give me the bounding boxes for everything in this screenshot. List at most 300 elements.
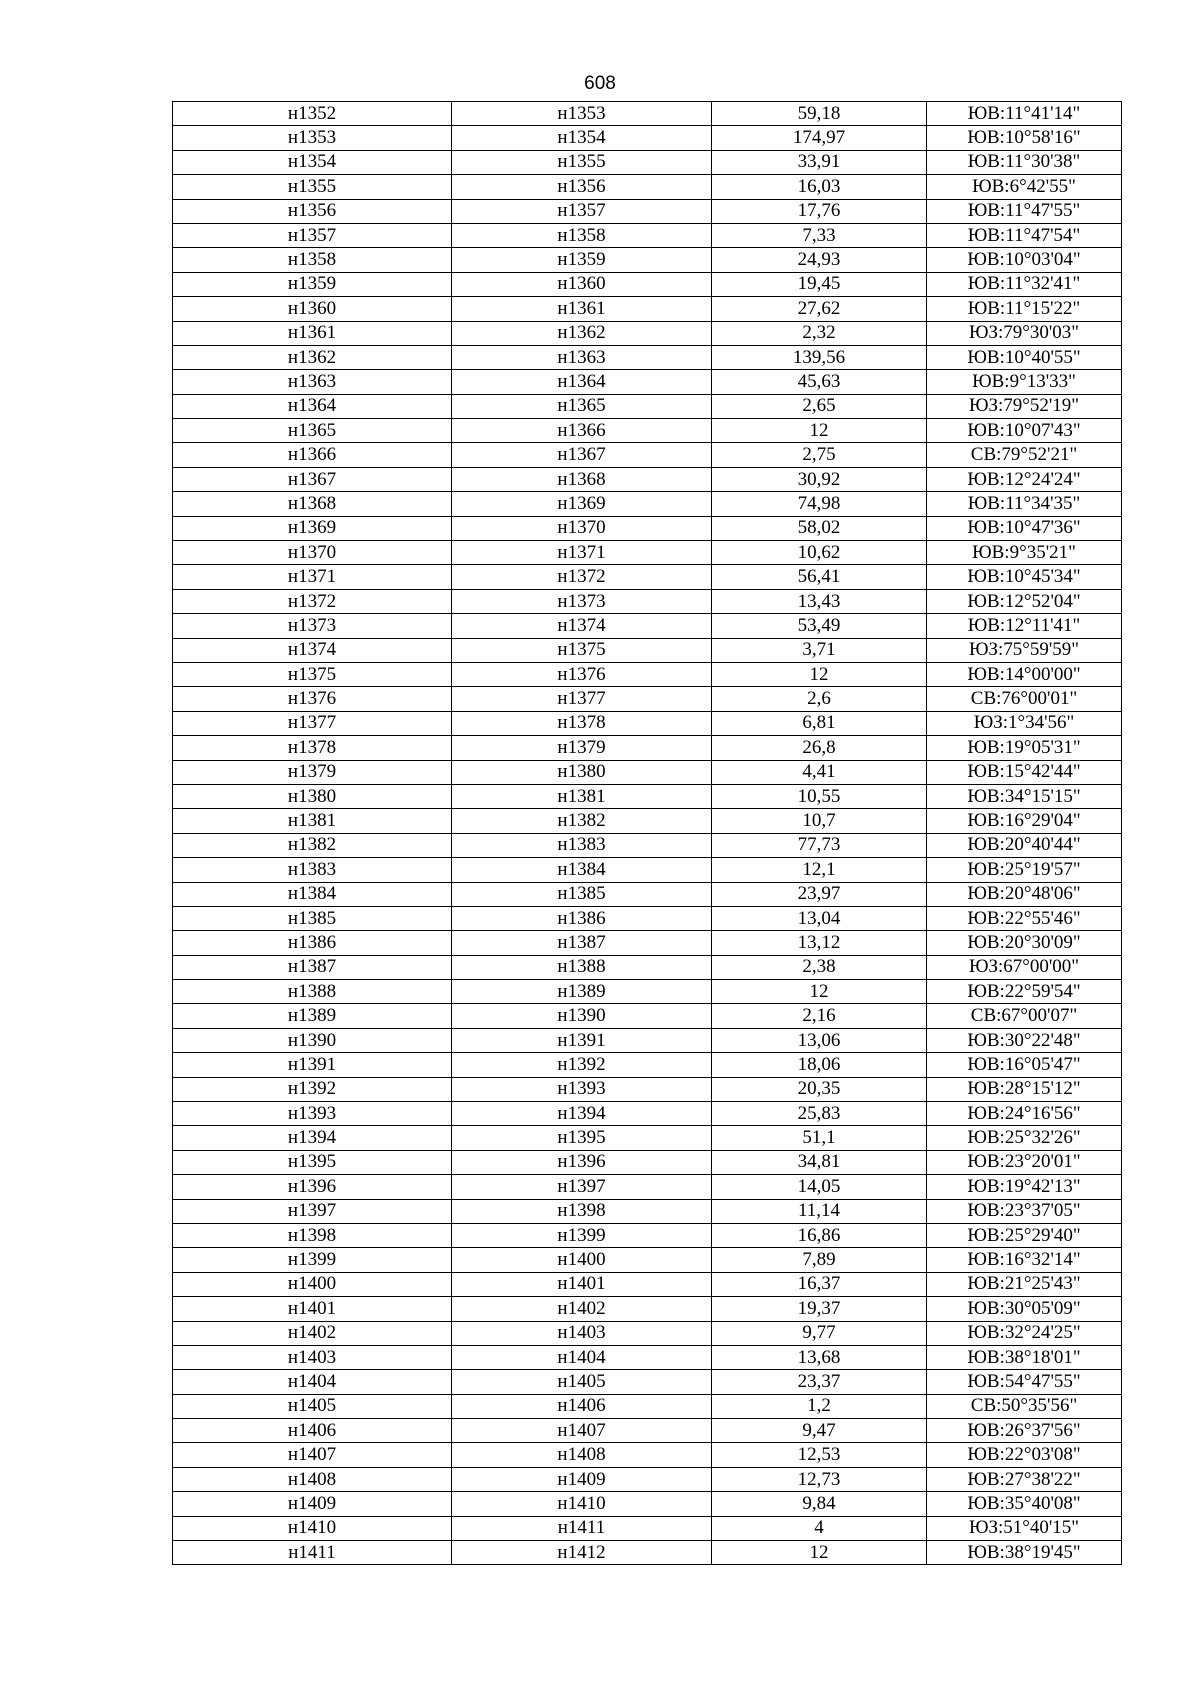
end-point-cell: н1362: [452, 321, 712, 345]
table-row: [173, 297, 1122, 321]
bearing-cell: ЮВ:22°59'54": [927, 980, 1122, 1004]
table-row: [173, 1272, 1122, 1296]
table-row: [173, 1419, 1122, 1443]
table-row: [173, 858, 1122, 882]
table-row: [173, 199, 1122, 223]
table-row: [173, 467, 1122, 491]
distance-cell: 23,37: [712, 1370, 927, 1394]
table-row: [173, 1077, 1122, 1101]
bearing-cell: ЮВ:6°42'55": [927, 175, 1122, 199]
distance-cell: 27,62: [712, 297, 927, 321]
end-point-cell: н1358: [452, 223, 712, 247]
end-point-cell: н1411: [452, 1516, 712, 1540]
table-row: [173, 1223, 1122, 1247]
table-row: [173, 565, 1122, 589]
distance-cell: 2,6: [712, 687, 927, 711]
distance-cell: 11,14: [712, 1199, 927, 1223]
distance-cell: 51,1: [712, 1126, 927, 1150]
start-point-cell: н1400: [173, 1272, 452, 1296]
start-point-cell: н1372: [173, 589, 452, 613]
end-point-cell: н1407: [452, 1419, 712, 1443]
end-point-cell: н1396: [452, 1150, 712, 1174]
bearing-cell: ЮВ:21°25'43": [927, 1272, 1122, 1296]
distance-cell: 12: [712, 1541, 927, 1565]
distance-cell: 58,02: [712, 516, 927, 540]
start-point-cell: н1410: [173, 1516, 452, 1540]
bearing-cell: ЮВ:23°20'01": [927, 1150, 1122, 1174]
table-row: [173, 1053, 1122, 1077]
bearing-cell: ЮВ:23°37'05": [927, 1199, 1122, 1223]
bearing-cell: ЮВ:20°30'09": [927, 931, 1122, 955]
table-row: [173, 784, 1122, 808]
start-point-cell: н1389: [173, 1004, 452, 1028]
distance-cell: 13,12: [712, 931, 927, 955]
table-row: [173, 126, 1122, 150]
bearing-cell: ЮВ:12°11'41": [927, 614, 1122, 638]
end-point-cell: н1399: [452, 1223, 712, 1247]
table-row: [173, 1199, 1122, 1223]
bearing-cell: СВ:67°00'07": [927, 1004, 1122, 1028]
table-row: [173, 1443, 1122, 1467]
end-point-cell: н1356: [452, 175, 712, 199]
start-point-cell: н1378: [173, 736, 452, 760]
bearing-cell: ЮВ:10°47'36": [927, 516, 1122, 540]
distance-cell: 26,8: [712, 736, 927, 760]
bearing-cell: ЮЗ:51°40'15": [927, 1516, 1122, 1540]
start-point-cell: н1379: [173, 760, 452, 784]
end-point-cell: н1404: [452, 1345, 712, 1369]
start-point-cell: н1409: [173, 1492, 452, 1516]
distance-cell: 56,41: [712, 565, 927, 589]
distance-cell: 59,18: [712, 102, 927, 126]
table-row: [173, 321, 1122, 345]
end-point-cell: н1353: [452, 102, 712, 126]
end-point-cell: н1355: [452, 150, 712, 174]
distance-cell: 20,35: [712, 1077, 927, 1101]
start-point-cell: н1388: [173, 980, 452, 1004]
table-row: [173, 1028, 1122, 1052]
end-point-cell: н1376: [452, 662, 712, 686]
distance-cell: 53,49: [712, 614, 927, 638]
start-point-cell: н1391: [173, 1053, 452, 1077]
table-row: [173, 711, 1122, 735]
bearing-cell: ЮВ:25°19'57": [927, 858, 1122, 882]
start-point-cell: н1383: [173, 858, 452, 882]
bearing-cell: ЮВ:22°55'46": [927, 906, 1122, 930]
table-row: [173, 1516, 1122, 1540]
end-point-cell: н1369: [452, 492, 712, 516]
bearing-cell: ЮВ:11°34'35": [927, 492, 1122, 516]
table-row: [173, 736, 1122, 760]
bearing-cell: ЮВ:25°32'26": [927, 1126, 1122, 1150]
bearing-cell: ЮВ:24°16'56": [927, 1102, 1122, 1126]
bearing-cell: ЮВ:20°48'06": [927, 882, 1122, 906]
bearing-cell: ЮВ:9°35'21": [927, 541, 1122, 565]
start-point-cell: н1369: [173, 516, 452, 540]
end-point-cell: н1391: [452, 1028, 712, 1052]
bearing-cell: ЮВ:19°42'13": [927, 1175, 1122, 1199]
bearing-cell: ЮВ:16°29'04": [927, 809, 1122, 833]
start-point-cell: н1407: [173, 1443, 452, 1467]
table-row: [173, 1541, 1122, 1565]
distance-cell: 7,89: [712, 1248, 927, 1272]
end-point-cell: н1383: [452, 833, 712, 857]
end-point-cell: н1378: [452, 711, 712, 735]
bearing-cell: ЮВ:38°18'01": [927, 1345, 1122, 1369]
start-point-cell: н1380: [173, 784, 452, 808]
distance-cell: 13,43: [712, 589, 927, 613]
table-row: [173, 345, 1122, 369]
start-point-cell: н1357: [173, 223, 452, 247]
start-point-cell: н1394: [173, 1126, 452, 1150]
bearing-cell: ЮВ:10°58'16": [927, 126, 1122, 150]
start-point-cell: н1381: [173, 809, 452, 833]
table-row: [173, 272, 1122, 296]
distance-cell: 45,63: [712, 370, 927, 394]
table-row: [173, 1126, 1122, 1150]
table-row: [173, 882, 1122, 906]
end-point-cell: н1381: [452, 784, 712, 808]
bearing-cell: ЮВ:11°15'22": [927, 297, 1122, 321]
bearing-cell: ЮВ:20°40'44": [927, 833, 1122, 857]
start-point-cell: н1403: [173, 1345, 452, 1369]
start-point-cell: н1366: [173, 443, 452, 467]
table-row: [173, 980, 1122, 1004]
distance-cell: 18,06: [712, 1053, 927, 1077]
table-row: [173, 370, 1122, 394]
start-point-cell: н1399: [173, 1248, 452, 1272]
start-point-cell: н1385: [173, 906, 452, 930]
bearing-cell: ЮВ:16°05'47": [927, 1053, 1122, 1077]
table-row: [173, 760, 1122, 784]
table-row: [173, 1297, 1122, 1321]
distance-cell: 14,05: [712, 1175, 927, 1199]
start-point-cell: н1373: [173, 614, 452, 638]
start-point-cell: н1377: [173, 711, 452, 735]
end-point-cell: н1406: [452, 1394, 712, 1418]
bearing-cell: СВ:79°52'21": [927, 443, 1122, 467]
distance-cell: 24,93: [712, 248, 927, 272]
start-point-cell: н1401: [173, 1297, 452, 1321]
end-point-cell: н1400: [452, 1248, 712, 1272]
table-row: [173, 1175, 1122, 1199]
bearing-cell: ЮВ:12°52'04": [927, 589, 1122, 613]
distance-cell: 2,32: [712, 321, 927, 345]
start-point-cell: н1411: [173, 1541, 452, 1565]
bearing-cell: ЮЗ:1°34'56": [927, 711, 1122, 735]
table-row: [173, 1102, 1122, 1126]
bearing-cell: ЮВ:9°13'33": [927, 370, 1122, 394]
table-row: [173, 1394, 1122, 1418]
distance-cell: 7,33: [712, 223, 927, 247]
bearing-cell: ЮВ:32°24'25": [927, 1321, 1122, 1345]
end-point-cell: н1393: [452, 1077, 712, 1101]
end-point-cell: н1410: [452, 1492, 712, 1516]
distance-cell: 13,68: [712, 1345, 927, 1369]
start-point-cell: н1368: [173, 492, 452, 516]
table-row: [173, 833, 1122, 857]
distance-cell: 12,73: [712, 1467, 927, 1491]
table-row: [173, 1150, 1122, 1174]
end-point-cell: н1390: [452, 1004, 712, 1028]
distance-cell: 10,7: [712, 809, 927, 833]
end-point-cell: н1397: [452, 1175, 712, 1199]
end-point-cell: н1409: [452, 1467, 712, 1491]
end-point-cell: н1394: [452, 1102, 712, 1126]
distance-cell: 139,56: [712, 345, 927, 369]
table-row: [173, 931, 1122, 955]
end-point-cell: н1380: [452, 760, 712, 784]
table-row: [173, 419, 1122, 443]
distance-cell: 16,86: [712, 1223, 927, 1247]
bearing-cell: ЮВ:30°05'09": [927, 1297, 1122, 1321]
end-point-cell: н1387: [452, 931, 712, 955]
start-point-cell: н1395: [173, 1150, 452, 1174]
start-point-cell: н1408: [173, 1467, 452, 1491]
end-point-cell: н1367: [452, 443, 712, 467]
bearing-cell: ЮВ:11°41'14": [927, 102, 1122, 126]
bearing-cell: ЮВ:11°47'55": [927, 199, 1122, 223]
table-row: [173, 223, 1122, 247]
bearing-cell: ЮВ:34°15'15": [927, 784, 1122, 808]
end-point-cell: н1412: [452, 1541, 712, 1565]
distance-cell: 4: [712, 1516, 927, 1540]
bearing-cell: ЮВ:25°29'40": [927, 1223, 1122, 1247]
distance-cell: 30,92: [712, 467, 927, 491]
start-point-cell: н1375: [173, 662, 452, 686]
distance-cell: 34,81: [712, 1150, 927, 1174]
start-point-cell: н1353: [173, 126, 452, 150]
table-row: [173, 1370, 1122, 1394]
start-point-cell: н1406: [173, 1419, 452, 1443]
distance-cell: 10,55: [712, 784, 927, 808]
end-point-cell: н1354: [452, 126, 712, 150]
end-point-cell: н1357: [452, 199, 712, 223]
end-point-cell: н1398: [452, 1199, 712, 1223]
table-row: [173, 541, 1122, 565]
bearing-cell: ЮВ:54°47'55": [927, 1370, 1122, 1394]
table-row: [173, 443, 1122, 467]
end-point-cell: н1370: [452, 516, 712, 540]
end-point-cell: н1365: [452, 394, 712, 418]
end-point-cell: н1392: [452, 1053, 712, 1077]
distance-cell: 13,06: [712, 1028, 927, 1052]
bearing-cell: ЮВ:15°42'44": [927, 760, 1122, 784]
bearing-cell: ЮВ:10°40'55": [927, 345, 1122, 369]
bearing-cell: ЮВ:30°22'48": [927, 1028, 1122, 1052]
end-point-cell: н1388: [452, 955, 712, 979]
distance-cell: 25,83: [712, 1102, 927, 1126]
distance-cell: 9,77: [712, 1321, 927, 1345]
start-point-cell: н1384: [173, 882, 452, 906]
start-point-cell: н1386: [173, 931, 452, 955]
table-row: [173, 150, 1122, 174]
bearing-cell: ЮВ:26°37'56": [927, 1419, 1122, 1443]
start-point-cell: н1396: [173, 1175, 452, 1199]
bearing-cell: СВ:50°35'56": [927, 1394, 1122, 1418]
distance-cell: 12: [712, 980, 927, 1004]
distance-cell: 2,65: [712, 394, 927, 418]
end-point-cell: н1405: [452, 1370, 712, 1394]
bearing-cell: ЮВ:11°32'41": [927, 272, 1122, 296]
table-row: [173, 589, 1122, 613]
bearing-cell: ЮВ:11°47'54": [927, 223, 1122, 247]
end-point-cell: н1366: [452, 419, 712, 443]
start-point-cell: н1359: [173, 272, 452, 296]
bearing-cell: ЮЗ:67°00'00": [927, 955, 1122, 979]
start-point-cell: н1352: [173, 102, 452, 126]
table-body: [173, 102, 1122, 1565]
table-row: [173, 687, 1122, 711]
end-point-cell: н1371: [452, 541, 712, 565]
end-point-cell: н1374: [452, 614, 712, 638]
end-point-cell: н1389: [452, 980, 712, 1004]
table-row: [173, 1004, 1122, 1028]
distance-cell: 9,47: [712, 1419, 927, 1443]
start-point-cell: н1397: [173, 1199, 452, 1223]
distance-cell: 2,38: [712, 955, 927, 979]
bearing-cell: ЮВ:10°45'34": [927, 565, 1122, 589]
distance-cell: 1,2: [712, 1394, 927, 1418]
table-row: [173, 809, 1122, 833]
distance-cell: 16,37: [712, 1272, 927, 1296]
start-point-cell: н1355: [173, 175, 452, 199]
distance-cell: 2,16: [712, 1004, 927, 1028]
distance-cell: 33,91: [712, 150, 927, 174]
end-point-cell: н1385: [452, 882, 712, 906]
table-row: [173, 1492, 1122, 1516]
start-point-cell: н1382: [173, 833, 452, 857]
table-row: [173, 1467, 1122, 1491]
table-row: [173, 662, 1122, 686]
table-row: [173, 638, 1122, 662]
bearing-cell: ЮВ:28°15'12": [927, 1077, 1122, 1101]
start-point-cell: н1367: [173, 467, 452, 491]
start-point-cell: н1398: [173, 1223, 452, 1247]
distance-cell: 13,04: [712, 906, 927, 930]
bearing-cell: ЮВ:11°30'38": [927, 150, 1122, 174]
table-row: [173, 516, 1122, 540]
end-point-cell: н1360: [452, 272, 712, 296]
start-point-cell: н1392: [173, 1077, 452, 1101]
distance-cell: 174,97: [712, 126, 927, 150]
start-point-cell: н1405: [173, 1394, 452, 1418]
start-point-cell: н1362: [173, 345, 452, 369]
distance-cell: 19,45: [712, 272, 927, 296]
table-row: [173, 175, 1122, 199]
end-point-cell: н1403: [452, 1321, 712, 1345]
distance-cell: 17,76: [712, 199, 927, 223]
start-point-cell: н1361: [173, 321, 452, 345]
end-point-cell: н1408: [452, 1443, 712, 1467]
start-point-cell: н1371: [173, 565, 452, 589]
end-point-cell: н1373: [452, 589, 712, 613]
end-point-cell: н1364: [452, 370, 712, 394]
end-point-cell: н1402: [452, 1297, 712, 1321]
distance-cell: 12: [712, 662, 927, 686]
distance-cell: 9,84: [712, 1492, 927, 1516]
start-point-cell: н1387: [173, 955, 452, 979]
page-number: 608: [584, 73, 616, 94]
start-point-cell: н1364: [173, 394, 452, 418]
end-point-cell: н1372: [452, 565, 712, 589]
table-row: [173, 102, 1122, 126]
start-point-cell: н1363: [173, 370, 452, 394]
end-point-cell: н1368: [452, 467, 712, 491]
bearing-cell: ЮВ:27°38'22": [927, 1467, 1122, 1491]
start-point-cell: н1358: [173, 248, 452, 272]
bearing-cell: ЮВ:12°24'24": [927, 467, 1122, 491]
distance-cell: 4,41: [712, 760, 927, 784]
end-point-cell: н1395: [452, 1126, 712, 1150]
bearing-cell: СВ:76°00'01": [927, 687, 1122, 711]
table-row: [173, 248, 1122, 272]
distance-cell: 10,62: [712, 541, 927, 565]
table-row: [173, 1345, 1122, 1369]
bearing-cell: ЮВ:19°05'31": [927, 736, 1122, 760]
end-point-cell: н1361: [452, 297, 712, 321]
table-row: [173, 1321, 1122, 1345]
bearing-cell: ЮЗ:75°59'59": [927, 638, 1122, 662]
distance-cell: 6,81: [712, 711, 927, 735]
bearing-cell: ЮВ:22°03'08": [927, 1443, 1122, 1467]
start-point-cell: н1356: [173, 199, 452, 223]
bearing-cell: ЮВ:10°03'04": [927, 248, 1122, 272]
distance-cell: 23,97: [712, 882, 927, 906]
end-point-cell: н1401: [452, 1272, 712, 1296]
start-point-cell: н1354: [173, 150, 452, 174]
table-row: [173, 1248, 1122, 1272]
bearing-cell: ЮВ:35°40'08": [927, 1492, 1122, 1516]
start-point-cell: н1393: [173, 1102, 452, 1126]
end-point-cell: н1386: [452, 906, 712, 930]
table-row: [173, 492, 1122, 516]
bearing-cell: ЮЗ:79°52'19": [927, 394, 1122, 418]
end-point-cell: н1379: [452, 736, 712, 760]
distance-cell: 12,1: [712, 858, 927, 882]
start-point-cell: н1402: [173, 1321, 452, 1345]
bearing-cell: ЮВ:16°32'14": [927, 1248, 1122, 1272]
table-row: [173, 906, 1122, 930]
start-point-cell: н1365: [173, 419, 452, 443]
start-point-cell: н1370: [173, 541, 452, 565]
end-point-cell: н1377: [452, 687, 712, 711]
end-point-cell: н1375: [452, 638, 712, 662]
bearing-cell: ЮЗ:79°30'03": [927, 321, 1122, 345]
distance-cell: 3,71: [712, 638, 927, 662]
distance-cell: 2,75: [712, 443, 927, 467]
end-point-cell: н1359: [452, 248, 712, 272]
end-point-cell: н1363: [452, 345, 712, 369]
distance-cell: 74,98: [712, 492, 927, 516]
bearing-cell: ЮВ:14°00'00": [927, 662, 1122, 686]
start-point-cell: н1404: [173, 1370, 452, 1394]
distance-cell: 77,73: [712, 833, 927, 857]
table-row: [173, 394, 1122, 418]
distance-cell: 12: [712, 419, 927, 443]
bearing-cell: ЮВ:10°07'43": [927, 419, 1122, 443]
distance-cell: 19,37: [712, 1297, 927, 1321]
start-point-cell: н1374: [173, 638, 452, 662]
bearing-cell: ЮВ:38°19'45": [927, 1541, 1122, 1565]
table-row: [173, 955, 1122, 979]
start-point-cell: н1360: [173, 297, 452, 321]
end-point-cell: н1384: [452, 858, 712, 882]
start-point-cell: н1390: [173, 1028, 452, 1052]
start-point-cell: н1376: [173, 687, 452, 711]
table-row: [173, 614, 1122, 638]
distance-cell: 12,53: [712, 1443, 927, 1467]
